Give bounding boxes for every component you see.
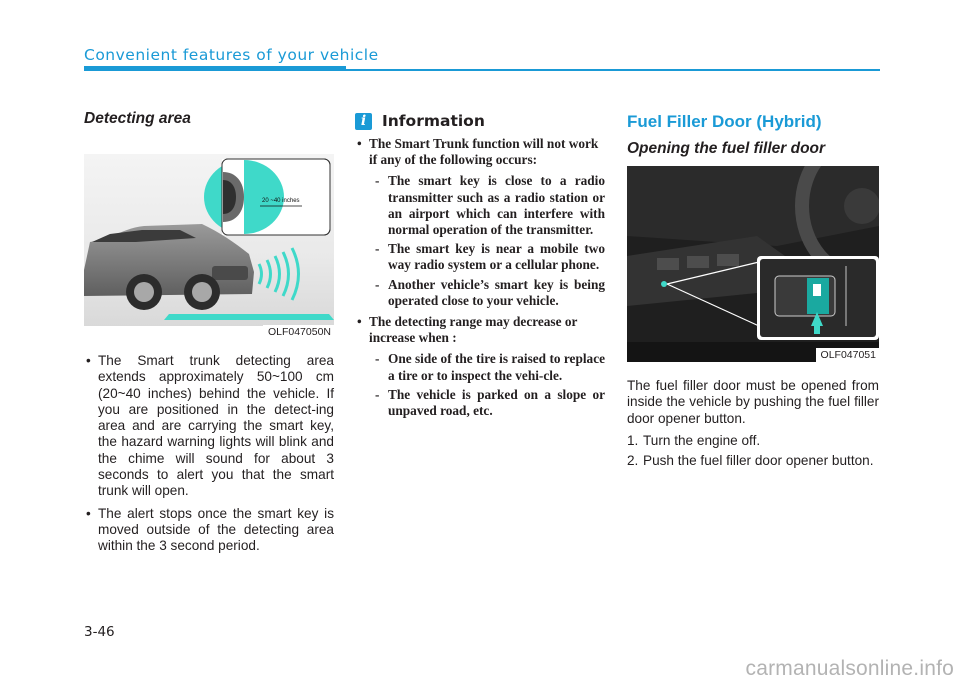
right-column [627, 110, 879, 473]
detecting-area-figure [84, 142, 334, 339]
step-text: Push the fuel filler door opener button. [643, 453, 874, 469]
header-rule-thin [346, 69, 880, 71]
list-item: - The smart key is near a mobile two way radio system or a cellular phone. [369, 241, 605, 273]
list-item: - The smart key is close to a radio transmitter such as a radio station or an airport which can interfere with normal operation of the transmitter. [369, 173, 605, 238]
range-label: 20 ~40 inches [262, 198, 300, 204]
step-number: 1. [627, 432, 639, 448]
info-item-text: • The detecting range may decrease or increase when : [369, 314, 578, 346]
list-item: • The alert stops once the smart key is moved outside of the detecting area within the 3 second period. [84, 506, 334, 555]
list-item: - The vehicle is parked on a slope or unpaved road, etc. [369, 387, 605, 419]
header-title: Convenient features of your vehicle [84, 46, 379, 64]
section-title: Fuel Filler Door (Hybrid) [627, 112, 822, 131]
watermark: carmanualsonline.info [745, 657, 954, 680]
page-number: 3-46 [84, 624, 115, 640]
steps-list [627, 433, 879, 470]
information-box [355, 112, 605, 424]
fuel-door-button-illustration [627, 166, 879, 362]
detecting-area-bullets [84, 353, 334, 555]
fuel-door-body: The fuel filler door must be opened from inside the vehicle by pushing the fuel filler door opener button. [627, 378, 879, 426]
info-title: Information [382, 112, 485, 130]
figure-caption: OLF047051 [816, 348, 879, 362]
list-item: - One side of the tire is raised to replace a tire or to inspect the vehi-cle. [369, 351, 605, 383]
step-text: Turn the engine off. [643, 432, 761, 448]
fuel-door-figure [627, 166, 879, 362]
list-item [627, 433, 879, 449]
info-icon: i [355, 113, 372, 130]
left-column [84, 110, 334, 561]
list-item: • The Smart trunk detecting area extends approximately 50~100 cm (20~40 inches) behind the vehicle. If you are positioned in the detect-ing area and are carrying the smart key, the hazard warning lights will blink and the chime will sound for about 3 seconds to alert you that the smart trunk will open. [84, 353, 334, 500]
figure-caption: OLF047050N [263, 325, 334, 339]
list-item: - Another vehicle’s smart key is being operated close to your vehicle. [369, 277, 605, 309]
car-rear-sensor-illustration [84, 142, 334, 339]
info-item-text: • The Smart Trunk function will not work if any of the following occurs: [369, 136, 599, 168]
list-item [627, 453, 879, 469]
subheading: Opening the fuel filler door [627, 140, 826, 157]
list-item [355, 314, 605, 419]
info-list [355, 136, 605, 419]
step-number: 2. [627, 453, 639, 469]
header-rule-thick [84, 66, 346, 71]
list-item [355, 136, 605, 309]
detecting-area-heading: Detecting area [84, 110, 191, 127]
